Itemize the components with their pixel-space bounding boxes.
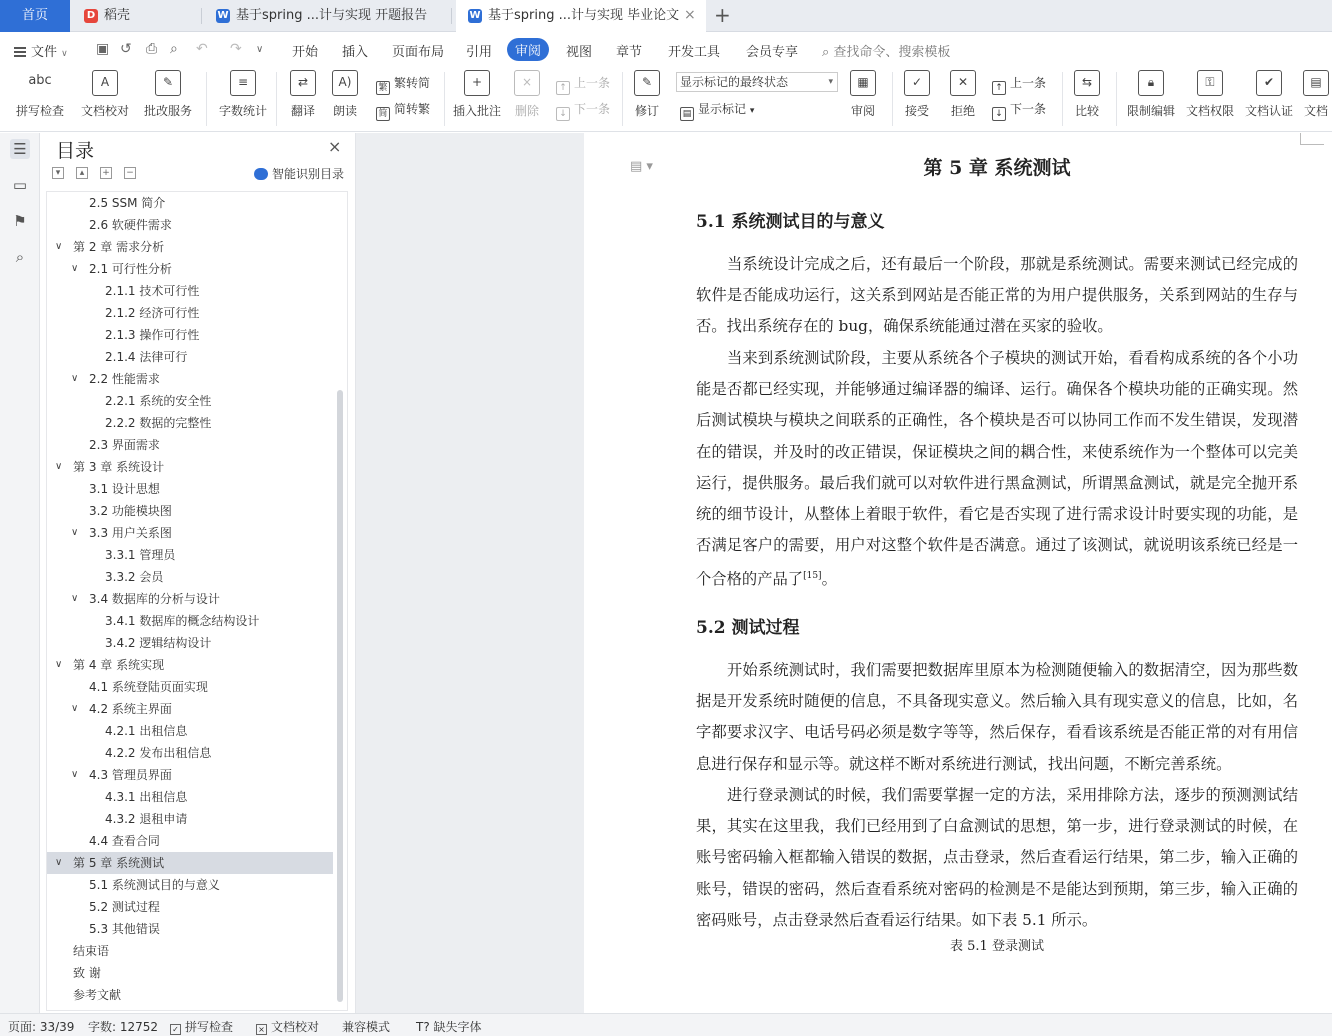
expand-all-icon[interactable]: ▾ (52, 167, 64, 179)
page-gutter (356, 133, 584, 1013)
translate-icon: ⇄ (290, 70, 316, 96)
delete-comment-label: 删除 (514, 104, 539, 118)
chapter-nav-icon[interactable]: ▭ (12, 176, 28, 194)
ribbon-divider (1116, 72, 1117, 126)
delete-comment-button[interactable] (510, 70, 544, 119)
hamburger-icon (14, 47, 26, 57)
track-changes-label: 修订 (634, 104, 659, 118)
smart-toc-button[interactable] (254, 165, 344, 182)
new-tab-button[interactable]: + (714, 3, 731, 27)
toc-item[interactable] (47, 434, 333, 456)
tab-bar (0, 0, 1332, 32)
chevron-down-icon[interactable]: ∨ (55, 461, 63, 472)
toc-item-label: 2.1.2 经济可行性 (105, 306, 200, 320)
bookmark-icon[interactable]: ⚑ (13, 212, 27, 230)
checkbox-icon: ✓ (170, 1024, 181, 1035)
ribbon-divider (892, 72, 893, 126)
chevron-down-icon: ∨ (61, 49, 68, 59)
simp-to-trad-button[interactable] (376, 100, 430, 121)
margin-corner-mark (1300, 133, 1324, 145)
prev-comment-icon: ↑ (556, 81, 570, 95)
doc-certify-label: 文档认证 (1244, 104, 1293, 118)
toc-item-label: 5.1 系统测试目的与意义 (89, 878, 220, 892)
lock-icon: 🔒︎ (1138, 70, 1164, 96)
doc-more-icon: ▤ (1303, 70, 1329, 96)
toc-item-label: 第 4 章 系统实现 (73, 658, 165, 672)
toc-item[interactable] (47, 302, 333, 324)
table-caption: 表 5.1 登录测试 (950, 939, 1044, 954)
toc-item[interactable] (47, 566, 333, 588)
toc-item-label: 4.2.2 发布出租信息 (105, 746, 212, 760)
toc-item-label: 4.2 系统主界面 (89, 702, 172, 716)
chevron-down-icon[interactable]: ∨ (71, 593, 79, 604)
ribbon-divider (622, 72, 623, 126)
toc-item-label: 2.1.4 法律可行 (105, 350, 188, 364)
toc-item[interactable] (47, 654, 333, 676)
paragraph-mark-icon[interactable]: ▤ ▾ (630, 159, 653, 174)
toc-item-label: 第 3 章 系统设计 (73, 460, 165, 474)
status-proofread-label: 文档校对 (271, 1020, 320, 1034)
markup-state-value: 显示标记的最终状态 (680, 75, 789, 89)
next-comment-label: 下一条 (574, 102, 611, 116)
body-paragraph-text: 。 (821, 570, 837, 589)
status-proofread[interactable] (256, 1018, 319, 1035)
missing-font-label: 缺失字体 (433, 1020, 482, 1034)
toc-item-label: 2.1 可行性分析 (89, 262, 172, 276)
citation-ref: [15] (803, 571, 822, 582)
restrict-editing-label: 限制编辑 (1126, 104, 1175, 118)
spell-check-button[interactable] (10, 70, 70, 119)
command-search-label: 查找命令、搜索模板 (833, 45, 951, 60)
toc-item-label: 4.3 管理员界面 (89, 768, 172, 782)
comment-add-icon: + (464, 70, 490, 96)
toc-item[interactable] (47, 984, 333, 1006)
markup-state-select[interactable] (676, 72, 838, 92)
toc-item-label: 3.3 用户关系图 (89, 526, 172, 540)
menu-insert[interactable]: 插入 (342, 45, 369, 60)
track-changes-button[interactable] (630, 70, 664, 119)
convert-icon: 繁 (376, 81, 390, 95)
trad-to-simp-label: 繁转简 (394, 76, 431, 90)
word-count-indicator[interactable]: 字数: 12752 (88, 1020, 159, 1034)
trad-to-simp-button[interactable] (376, 74, 430, 95)
toc-item-label: 2.2.1 系统的安全性 (105, 394, 212, 408)
toc-item-label: 致 谢 (73, 966, 101, 980)
toc-item-label: 3.1 设计思想 (89, 482, 160, 496)
convert-icon: 简 (376, 107, 390, 121)
toc-item-label: 第 2 章 需求分析 (73, 240, 165, 254)
daoke-icon: D (84, 9, 98, 23)
compare-button[interactable] (1070, 70, 1104, 119)
toc-item[interactable] (47, 610, 333, 632)
menu-chapter[interactable]: 章节 (616, 45, 643, 60)
tab-thesis-doc[interactable] (456, 0, 706, 32)
toc-item-label: 4.4 查看合同 (89, 834, 160, 848)
insert-comment-button[interactable] (452, 70, 502, 119)
toc-item[interactable] (47, 522, 333, 544)
ribbon-divider (1062, 72, 1063, 126)
status-spell-label: 拼写检查 (185, 1020, 234, 1034)
close-icon[interactable]: × (328, 137, 342, 156)
page-indicator[interactable]: 页面: 33/39 (8, 1020, 75, 1034)
toc-item-label: 3.4.1 数据库的概念结构设计 (105, 614, 260, 628)
toc-item[interactable] (47, 918, 333, 940)
toc-panel-icon[interactable]: ☰ (10, 139, 30, 159)
toc-item[interactable] (47, 544, 333, 566)
toc-item-label: 结束语 (73, 944, 110, 958)
status-spell-check[interactable] (170, 1018, 233, 1035)
toc-item-label: 4.3.1 出租信息 (105, 790, 188, 804)
toc-item-label: 2.5 SSM 简介 (89, 196, 166, 210)
toc-title: 目录 (56, 140, 95, 162)
toc-item[interactable] (47, 236, 333, 258)
show-markup-button[interactable] (680, 100, 754, 121)
toc-item-label: 4.2.1 出租信息 (105, 724, 188, 738)
chevron-down-icon[interactable]: ∨ (55, 857, 63, 868)
tab-home[interactable]: 首页 (0, 0, 70, 32)
toc-item[interactable] (47, 390, 333, 412)
chevron-down-icon[interactable]: ∨ (71, 703, 79, 714)
accept-label: 接受 (904, 104, 929, 118)
toc-item-label: 3.2 功能模块图 (89, 504, 172, 518)
next-change-icon: ↓ (992, 107, 1006, 121)
toc-item-label: 4.3.2 退租申请 (105, 812, 188, 826)
menu-bar (0, 32, 1332, 66)
review-pane-button[interactable] (846, 70, 880, 119)
toc-item-label: 3.4 数据库的分析与设计 (89, 592, 220, 606)
reject-icon: ✕ (950, 70, 976, 96)
review-ribbon (0, 66, 1332, 132)
toc-item-label: 2.3 界面需求 (89, 438, 160, 452)
remove-heading-icon[interactable]: − (124, 167, 136, 179)
tab-daoke[interactable] (72, 0, 202, 32)
prev-change-label: 上一条 (1010, 76, 1047, 90)
chevron-down-icon[interactable]: ∨ (71, 527, 79, 538)
correction-label: 批改服务 (143, 104, 192, 118)
ribbon-divider (444, 72, 445, 126)
chevron-down-icon[interactable]: ∨ (71, 769, 79, 780)
section-heading-5-2: 5.2 测试过程 (696, 618, 800, 638)
track-changes-icon: ✎ (634, 70, 660, 96)
read-aloud-label: 朗读 (332, 104, 357, 118)
chevron-down-icon: ▾ (749, 106, 755, 116)
accept-icon: ✓ (904, 70, 930, 96)
spell-check-label: 拼写检查 (15, 104, 64, 118)
restrict-editing-button[interactable] (1124, 70, 1178, 119)
chevron-down-icon[interactable]: ∨ (55, 241, 63, 252)
menu-review[interactable]: 审阅 (507, 38, 549, 61)
toc-item-label: 4.1 系统登陆页面实现 (89, 680, 208, 694)
word-count-label: 字数统计 (218, 104, 267, 118)
menu-member[interactable]: 会员专享 (746, 45, 799, 60)
toc-item-label: 第 5 章 系统测试 (73, 856, 165, 870)
comment-delete-icon: × (514, 70, 540, 96)
toc-item[interactable] (47, 632, 333, 654)
add-heading-icon[interactable]: + (100, 167, 112, 179)
tab-separator (201, 8, 202, 24)
writer-doc-icon: W (469, 10, 481, 21)
toc-item[interactable] (47, 368, 333, 390)
save-icon[interactable]: ▣ (96, 41, 110, 57)
toc-item[interactable] (47, 874, 333, 896)
reject-label: 拒绝 (950, 104, 975, 118)
tab-separator (451, 8, 452, 24)
toc-item[interactable] (47, 896, 333, 918)
tab-proposal-doc[interactable] (204, 0, 452, 32)
redo-icon[interactable]: ↷ (230, 41, 242, 57)
toc-item[interactable] (47, 940, 333, 962)
tab-daoke-label: 稻壳 (104, 8, 131, 23)
document-page[interactable] (584, 133, 1332, 1013)
review-pane-label: 审阅 (850, 104, 875, 118)
toc-item[interactable] (47, 258, 333, 280)
tab-proposal-label: 基于spring ...计与实现 开题报告 (236, 8, 428, 23)
menu-view[interactable]: 视图 (566, 45, 593, 60)
toc-item[interactable] (47, 742, 333, 764)
permission-icon: ⚿ (1197, 70, 1223, 96)
body-paragraph-text: 当来到系统测试阶段，主要从系统各个子模块的测试开始，看看构成系统的各个小功能是否都已经实现，并能够通过编译器的编译、运行。确保各个模块功能的正确实现。然后测试模块与模块之间联系的正确性，各个模块是否可以协同工作而不发生错误，发现潜在的错误，并及时的改正错误，保证模块之间的耦合性，来使系统作为一个整体可以完美运行，提供服务。最后我们就可以对软件进行黑盒测试，所谓黑盒测试，就是完全抛开系统的细节设计，从整体上着眼于软件，看它是否实现了进行需求设计时要实现的功能，是否满足客户的需要，用户对这整个软件是否满意。通过了该测试，就说明该系统已经是一个合格的产品了 (696, 349, 1298, 589)
read-aloud-icon: A) (332, 70, 358, 96)
toc-item[interactable] (47, 830, 333, 852)
accept-button[interactable] (900, 70, 934, 119)
missing-font-button[interactable] (416, 1018, 482, 1035)
doc-certify-button[interactable] (1242, 70, 1296, 119)
next-comment-icon: ↓ (556, 107, 570, 121)
toc-item[interactable] (47, 698, 333, 720)
toc-item[interactable] (47, 676, 333, 698)
review-pane-icon: ▦ (850, 70, 876, 96)
toc-item-label: 2.2 性能需求 (89, 372, 160, 386)
toc-item[interactable] (47, 588, 333, 610)
toc-scrollbar[interactable] (337, 390, 343, 1002)
chevron-down-icon[interactable]: ∨ (71, 263, 79, 274)
section-heading-5-1: 5.1 系统测试目的与意义 (696, 212, 885, 232)
next-comment-button[interactable] (556, 100, 610, 121)
toc-list (46, 191, 348, 1011)
compare-label: 比较 (1074, 104, 1099, 118)
compare-icon: ⇆ (1074, 70, 1100, 96)
toc-item-label: 3.3.1 管理员 (105, 548, 176, 562)
smart-toc-label: 智能识别目录 (272, 167, 345, 181)
toc-item[interactable] (47, 786, 333, 808)
prev-change-button[interactable] (992, 74, 1046, 95)
toc-item-label: 5.3 其他错误 (89, 922, 160, 936)
toc-item-label: 2.1.1 技术可行性 (105, 284, 200, 298)
menu-references[interactable]: 引用 (466, 45, 493, 60)
chevron-down-icon[interactable]: ∨ (55, 659, 63, 670)
print-icon[interactable]: ⎙ (146, 41, 158, 57)
toc-item-label: 参考文献 (73, 988, 122, 1002)
toc-item-label: 5.2 测试过程 (89, 900, 160, 914)
body-paragraph: 进行登录测试的时候，我们需要掌握一定的方法，采用排除方法，逐步的预测测试结果，其实在这里我，我们已经用到了白盒测试的思想，第一步，进行登录测试的时候，在账号密码输入框都输入错误的数据，点击登录，然后查看运行结果，第二步，输入正确的账号，错误的密码，然后查看系统对密码的检测是不是能达到预期，第三步，输入正确的密码账号，点击登录然后查看运行结果。如下表 5.1 所示。 (696, 786, 1298, 929)
menu-developer[interactable]: 开发工具 (668, 45, 721, 60)
chevron-down-icon[interactable]: ∨ (71, 373, 79, 384)
command-search[interactable] (822, 41, 950, 60)
left-nav-strip (0, 133, 40, 1013)
proofread-label: 文档校对 (80, 104, 129, 118)
prev-comment-button[interactable] (556, 74, 610, 95)
toc-item[interactable] (47, 962, 333, 984)
translate-label: 翻译 (290, 104, 315, 118)
toc-item[interactable] (47, 764, 333, 786)
read-aloud-button[interactable] (330, 70, 360, 119)
writer-doc-icon: W (217, 10, 229, 21)
missing-font-icon: T? (416, 1020, 430, 1034)
toc-item-label: 2.1.3 操作可行性 (105, 328, 200, 342)
doc-more-label: 文档 (1303, 104, 1328, 118)
toc-item[interactable] (47, 720, 333, 742)
toc-item[interactable] (47, 808, 333, 830)
toc-item[interactable] (47, 500, 333, 522)
undo-icon[interactable]: ↶ (196, 41, 208, 57)
word-count-icon: ≡ (230, 70, 256, 96)
toc-item[interactable] (47, 456, 333, 478)
toc-item-label: 2.6 软硬件需求 (89, 218, 172, 232)
prev-comment-label: 上一条 (574, 76, 611, 90)
toc-item[interactable] (47, 852, 333, 874)
body-paragraph: 开始系统测试时，我们需要把数据库里原本为检测随便输入的数据清空，因为那些数据是开发系统时随便的信息，不具备现实意义。然后输入具有现实意义的信息，比如，名字都要求汉字、电话号码必须是数字等等，然后保存，看看该系统是否能正常的对有用信息进行保存和显示等。就这样不断对系统进行测试，找出问题，不断完善系统。 (696, 661, 1298, 773)
correction-service-button[interactable] (138, 70, 198, 119)
compat-mode-indicator: 兼容模式 (342, 1020, 391, 1034)
robot-icon (254, 168, 268, 180)
body-paragraph: 当系统设计完成之后，还有最后一个阶段，那就是系统测试。需要来测试已经完成的软件是否能成功运行，这关系到网站是否能正常的为用户提供服务，关系到网站的生存与否。找出系统存在的 bug，确保系统能通过潜在买家的验收。 (696, 255, 1298, 336)
insert-comment-label: 插入批注 (452, 104, 501, 118)
file-menu-label: 文件 (31, 45, 58, 60)
next-change-button[interactable] (992, 100, 1046, 121)
ribbon-divider (276, 72, 277, 126)
translate-button[interactable] (286, 70, 320, 119)
toc-item[interactable] (47, 214, 333, 236)
undo-history-icon[interactable]: ↺ (120, 41, 132, 57)
proofread-box-icon: × (256, 1024, 267, 1035)
show-markup-icon: ▤ (680, 107, 694, 121)
search-icon: ⌕ (822, 45, 830, 60)
proofread-icon: A (92, 70, 118, 96)
toc-item[interactable] (47, 346, 333, 368)
ribbon-divider (206, 72, 207, 126)
toc-item-label: 2.2.2 数据的完整性 (105, 416, 212, 430)
show-markup-label: 显示标记 (698, 102, 747, 116)
toc-item-label: 3.3.2 会员 (105, 570, 164, 584)
doc-permission-button[interactable] (1184, 70, 1236, 119)
simp-to-trad-label: 简转繁 (394, 102, 431, 116)
toc-item[interactable] (47, 478, 333, 500)
find-icon[interactable]: ⌕ (15, 248, 25, 266)
next-change-label: 下一条 (1010, 102, 1047, 116)
customize-toolbar-icon[interactable]: ∨ (256, 44, 264, 55)
toc-item[interactable] (47, 412, 333, 434)
toc-item-label: 3.4.2 逻辑结构设计 (105, 636, 212, 650)
spell-check-icon: abc (27, 70, 53, 96)
dropdown-arrow-icon: ▾ (828, 77, 833, 87)
doc-proofread-button[interactable] (78, 70, 132, 119)
chapter-heading: 第 5 章 系统测试 (923, 157, 1071, 179)
menu-page-layout[interactable]: 页面布局 (392, 45, 445, 60)
prev-change-icon: ↑ (992, 81, 1006, 95)
file-menu[interactable] (14, 41, 68, 60)
collapse-all-icon[interactable]: ▴ (76, 167, 88, 179)
word-count-button[interactable] (216, 70, 270, 119)
doc-more-button[interactable] (1302, 70, 1330, 119)
toc-item[interactable] (47, 324, 333, 346)
certify-icon: ✔ (1256, 70, 1282, 96)
close-tab-icon[interactable]: × (684, 7, 696, 23)
toc-item[interactable] (47, 192, 333, 214)
tab-thesis-label: 基于spring ...计与实现 毕业论文 (488, 8, 680, 23)
toc-item[interactable] (47, 280, 333, 302)
print-preview-icon[interactable]: ⌕ (170, 41, 178, 57)
reject-button[interactable] (946, 70, 980, 119)
toc-panel (40, 133, 356, 1013)
menu-start[interactable]: 开始 (292, 45, 319, 60)
correction-icon: ✎ (155, 70, 181, 96)
doc-permission-label: 文档权限 (1185, 104, 1234, 118)
body-paragraph (696, 343, 1298, 596)
status-bar (0, 1013, 1332, 1036)
